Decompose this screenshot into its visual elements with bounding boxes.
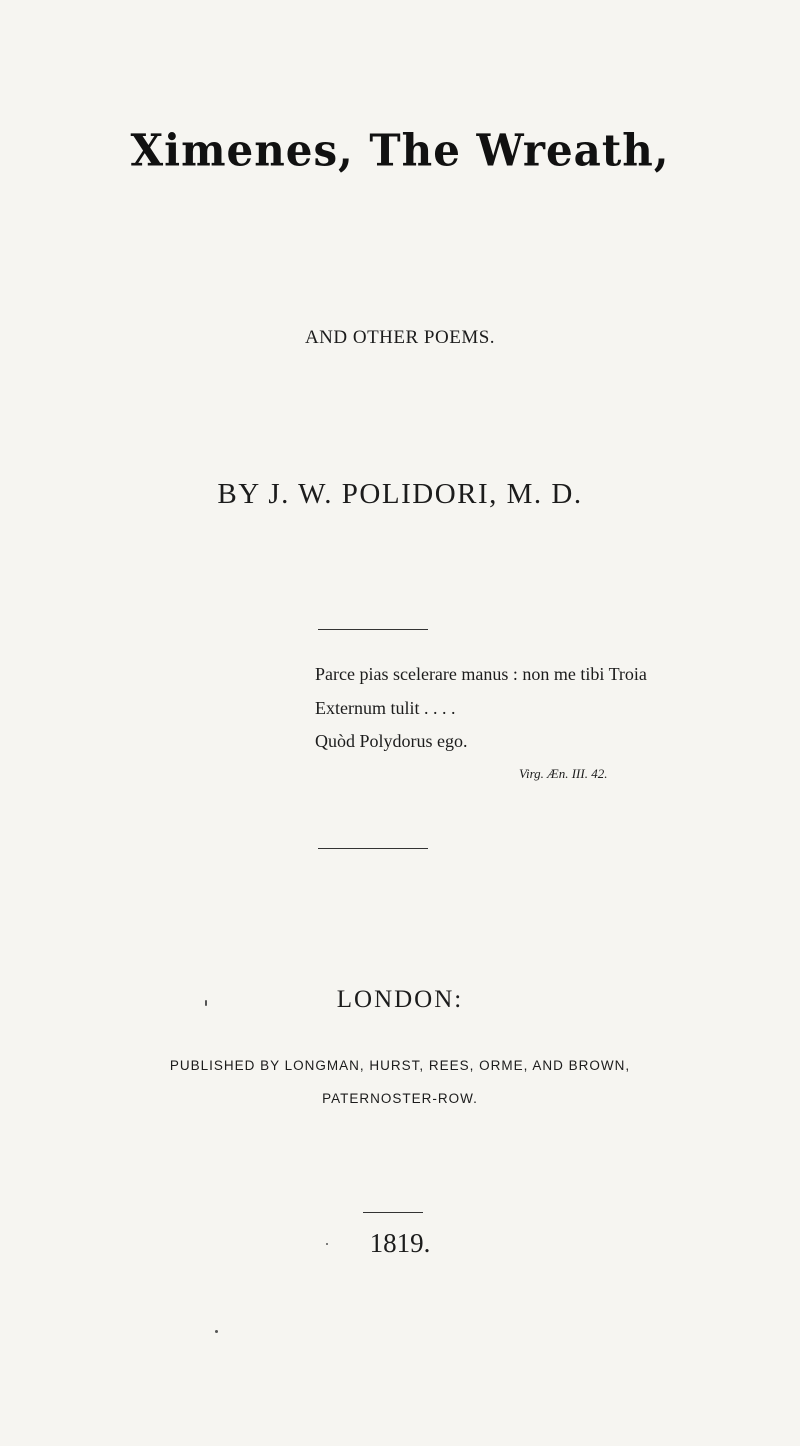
divider-rule-middle [318, 848, 428, 849]
imprint-publisher-line-2: PATERNOSTER-ROW. [322, 1091, 478, 1106]
divider-rule-bottom [363, 1212, 423, 1213]
foxing-speck [326, 1243, 328, 1245]
epigraph-line-3: Quòd Polydorus ego. [315, 731, 468, 751]
foxing-speck [205, 1000, 207, 1006]
epigraph-citation: Virg. Æn. III. 42. [519, 766, 608, 781]
foxing-speck [215, 1330, 218, 1333]
book-title: Ximenes, The Wreath, [130, 124, 670, 177]
divider-rule-top [318, 629, 428, 630]
epigraph-line-1: Parce pias scelerare manus : non me tibi Troia [315, 664, 647, 684]
imprint-publisher-line-1: PUBLISHED BY LONGMAN, HURST, REES, ORME, AND BROWN, [169, 1058, 631, 1073]
imprint-city: LONDON: [336, 986, 464, 1013]
author-line: BY J. W. POLIDORI, M. D. [217, 478, 583, 510]
imprint-year: 1819. [369, 1228, 431, 1258]
epigraph-line-2: Externum tulit . . . . [315, 698, 456, 718]
book-subtitle: AND OTHER POEMS. [304, 327, 496, 348]
